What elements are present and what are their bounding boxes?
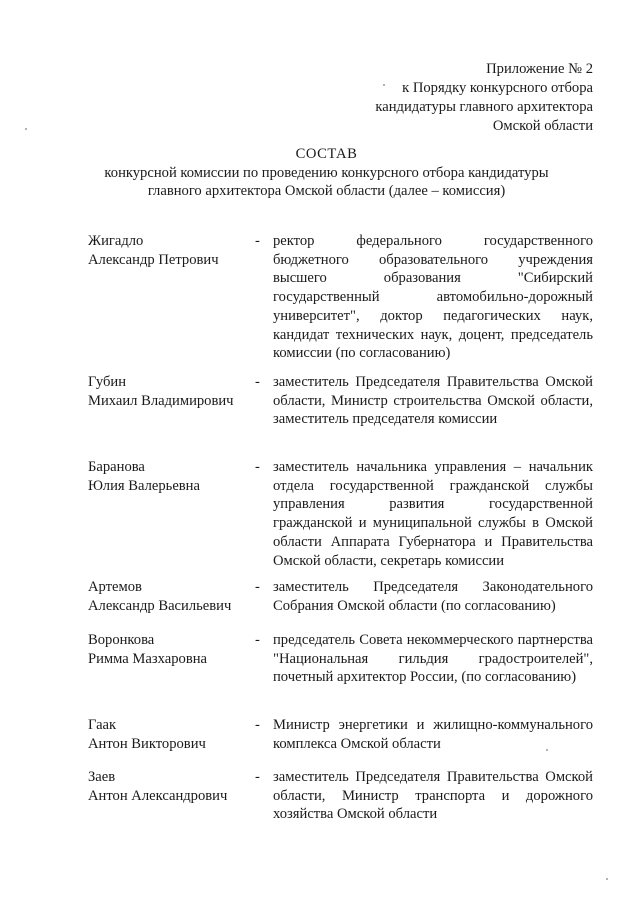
member-given-names: Юлия Валерьевна bbox=[88, 477, 200, 494]
member-role: председатель Совета некоммерческого партнерства "Национальная гильдия градостроителей", почетный архитектор России, (по согласованию) bbox=[273, 632, 593, 686]
member-name bbox=[88, 458, 258, 495]
member-given-names: Антон Викторович bbox=[88, 735, 206, 752]
member-given-names: Антон Александрович bbox=[88, 787, 228, 804]
document-subtitle-line: главного архитектора Омской области (далее – комиссия) bbox=[147, 183, 506, 199]
member-dash: - bbox=[255, 233, 260, 249]
member-dash: - bbox=[255, 769, 260, 785]
appendix-line: к Порядку конкурсного отбора bbox=[402, 80, 593, 96]
appendix-line: Приложение № 2 bbox=[486, 61, 593, 77]
document-title: СОСТАВ bbox=[295, 146, 358, 162]
member-given-names: Михаил Владимирович bbox=[88, 392, 234, 409]
member-role: заместитель Председателя Правительства Омской области, Министр транспорта и дорожного хозяйства Омской области bbox=[273, 769, 593, 823]
member-given-names: Римма Мазхаровна bbox=[88, 650, 207, 667]
member-surname: Жигадло bbox=[88, 233, 144, 249]
member-name bbox=[88, 768, 258, 805]
member-given-names: Александр Васильевич bbox=[88, 597, 232, 614]
scan-speck bbox=[25, 128, 27, 130]
member-role: заместитель Председателя Законодательного Собрания Омской области (по согласованию) bbox=[273, 579, 593, 614]
member-dash: - bbox=[255, 717, 260, 733]
member-role: ректор федерального государственного бюджетного образовательного учреждения высшего образования "Сибирский государственный автомобильно-дорожный университет", доктор педагогических наук, кандидат технических наук, доцент, председатель комиссии (по согласованию) bbox=[273, 233, 593, 362]
scan-speck bbox=[606, 878, 608, 880]
appendix-line: кандидатуры главного архитектора bbox=[375, 99, 593, 115]
member-name bbox=[88, 578, 258, 615]
member-role: заместитель Председателя Правительства Омской области, Министр строительства Омской области, заместитель председателя комиссии bbox=[273, 374, 593, 428]
member-dash: - bbox=[255, 374, 260, 390]
member-name bbox=[88, 631, 258, 668]
member-dash: - bbox=[255, 632, 260, 648]
member-dash: - bbox=[255, 459, 260, 475]
member-role: заместитель начальника управления – начальник отдела государственной гражданской службы управления развития государственной гражданской и муниципальной службы в Омской области Аппарата Губернатора и Правительства Омской области, секретарь комиссии bbox=[273, 459, 593, 569]
document-heading bbox=[60, 145, 593, 201]
member-name bbox=[88, 373, 258, 410]
member-surname: Гаак bbox=[88, 717, 117, 733]
member-surname: Губин bbox=[88, 374, 127, 390]
member-given-names: Александр Петрович bbox=[88, 251, 219, 268]
member-dash: - bbox=[255, 579, 260, 595]
member-surname: Воронкова bbox=[88, 632, 155, 648]
member-name bbox=[88, 232, 258, 269]
appendix-line: Омской области bbox=[492, 118, 593, 134]
appendix-header bbox=[375, 60, 593, 136]
member-name bbox=[88, 716, 258, 753]
member-surname: Баранова bbox=[88, 459, 145, 475]
member-role: Министр энергетики и жилищно-коммунального комплекса Омской области bbox=[273, 717, 593, 752]
member-surname: Заев bbox=[88, 769, 116, 785]
scan-speck bbox=[383, 84, 385, 86]
document-subtitle-line: конкурсной комиссии по проведению конкурсного отбора кандидатуры bbox=[104, 164, 549, 181]
member-surname: Артемов bbox=[88, 579, 142, 595]
scan-speck bbox=[546, 749, 548, 751]
